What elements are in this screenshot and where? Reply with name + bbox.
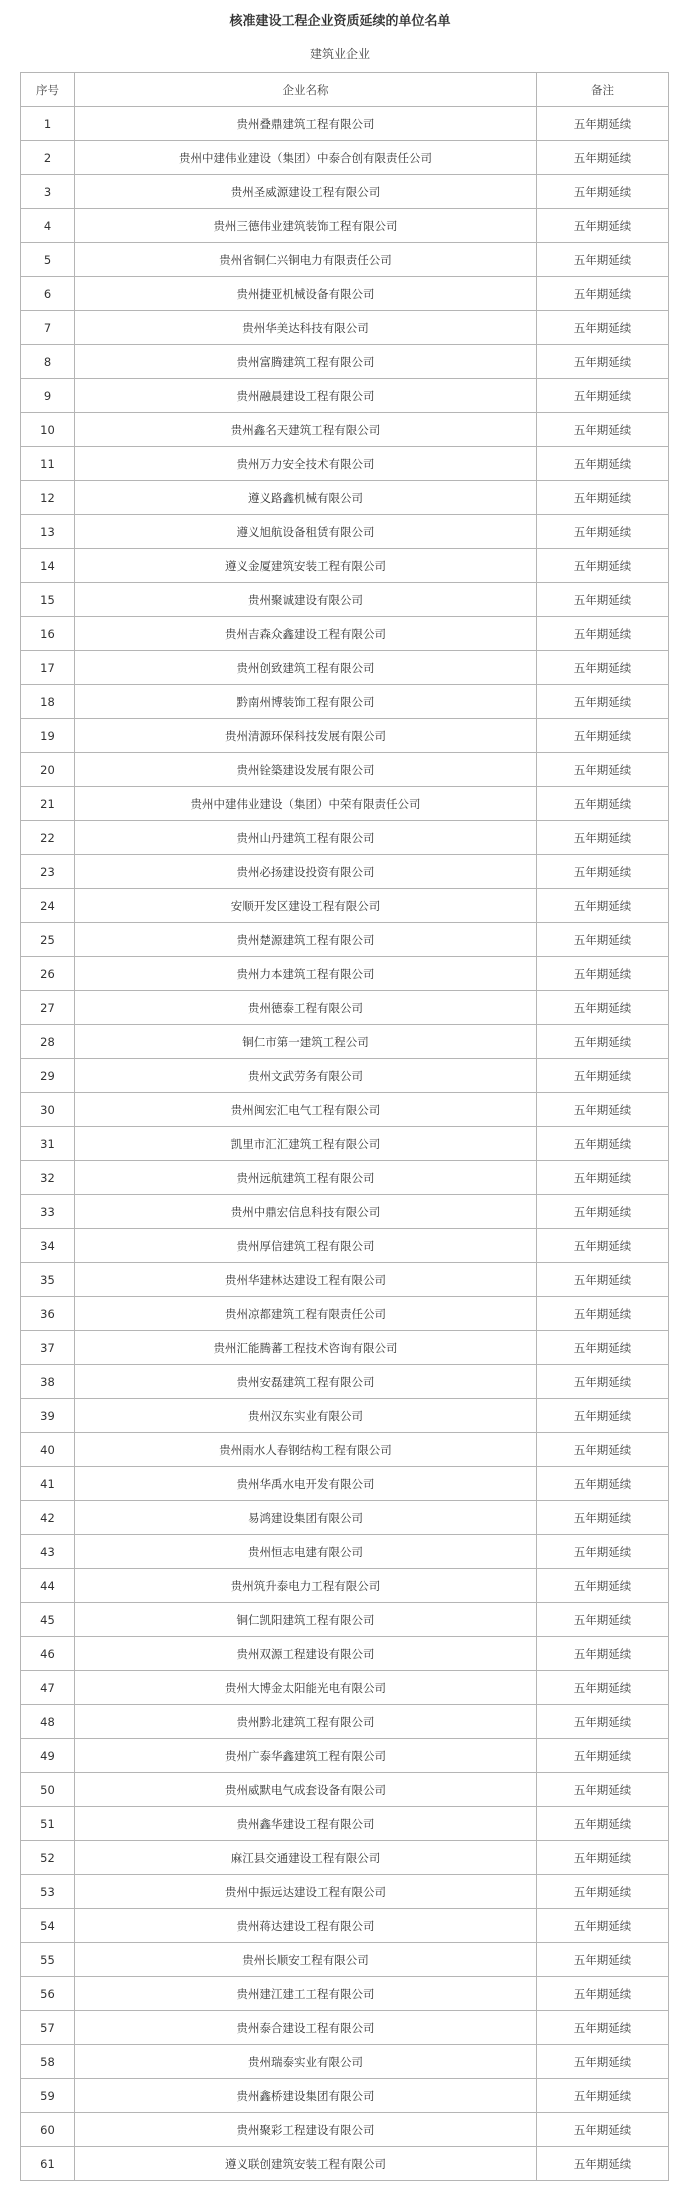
table-row (21, 1127, 669, 1161)
remark: 五年期延续 (537, 277, 669, 311)
remark: 五年期延续 (537, 1501, 669, 1535)
table-row (21, 923, 669, 957)
remark: 五年期延续 (537, 243, 669, 277)
row-index: 6 (21, 277, 75, 311)
company-name: 贵州融晨建设工程有限公司 (75, 379, 537, 413)
company-name: 贵州清源环保科技发展有限公司 (75, 719, 537, 753)
company-name: 贵州筑升泰电力工程有限公司 (75, 1569, 537, 1603)
row-index: 3 (21, 175, 75, 209)
table-row (21, 2113, 669, 2147)
company-name: 黔南州博装饰工程有限公司 (75, 685, 537, 719)
table-row (21, 957, 669, 991)
company-name: 贵州富腾建筑工程有限公司 (75, 345, 537, 379)
remark: 五年期延续 (537, 141, 669, 175)
row-index: 42 (21, 1501, 75, 1535)
row-index: 34 (21, 1229, 75, 1263)
remark: 五年期延续 (537, 209, 669, 243)
company-name: 贵州圣威源建设工程有限公司 (75, 175, 537, 209)
table-row (21, 107, 669, 141)
company-name: 贵州威默电气成套设备有限公司 (75, 1773, 537, 1807)
company-name: 贵州鑫华建设工程有限公司 (75, 1807, 537, 1841)
row-index: 29 (21, 1059, 75, 1093)
table-row (21, 2045, 669, 2079)
company-name: 贵州远航建筑工程有限公司 (75, 1161, 537, 1195)
remark: 五年期延续 (537, 617, 669, 651)
header-company-name: 企业名称 (75, 73, 537, 107)
table-row (21, 1399, 669, 1433)
table-row (21, 719, 669, 753)
remark: 五年期延续 (537, 1535, 669, 1569)
table-row (21, 1943, 669, 1977)
remark: 五年期延续 (537, 1467, 669, 1501)
row-index: 60 (21, 2113, 75, 2147)
row-index: 47 (21, 1671, 75, 1705)
company-name: 贵州蒋达建设工程有限公司 (75, 1909, 537, 1943)
remark: 五年期延续 (537, 2079, 669, 2113)
table-row (21, 991, 669, 1025)
table-row (21, 889, 669, 923)
company-name: 凯里市汇汇建筑工程有限公司 (75, 1127, 537, 1161)
table-row (21, 1297, 669, 1331)
table-row (21, 1603, 669, 1637)
company-name: 贵州汇能腾蕃工程技术咨询有限公司 (75, 1331, 537, 1365)
row-index: 54 (21, 1909, 75, 1943)
remark: 五年期延续 (537, 1739, 669, 1773)
row-index: 10 (21, 413, 75, 447)
remark: 五年期延续 (537, 685, 669, 719)
company-name: 遵义路鑫机械有限公司 (75, 481, 537, 515)
company-name: 贵州恒志电建有限公司 (75, 1535, 537, 1569)
row-index: 25 (21, 923, 75, 957)
remark: 五年期延续 (537, 515, 669, 549)
company-name: 贵州长顺安工程有限公司 (75, 1943, 537, 1977)
row-index: 22 (21, 821, 75, 855)
table-row (21, 617, 669, 651)
table-row (21, 1671, 669, 1705)
remark: 五年期延续 (537, 1977, 669, 2011)
remark: 五年期延续 (537, 1603, 669, 1637)
section-subtitle: 建筑业企业 (309, 47, 370, 61)
company-name: 贵州力本建筑工程有限公司 (75, 957, 537, 991)
remark: 五年期延续 (537, 311, 669, 345)
row-index: 45 (21, 1603, 75, 1637)
company-name: 贵州文武劳务有限公司 (75, 1059, 537, 1093)
table-row (21, 1909, 669, 1943)
row-index: 52 (21, 1841, 75, 1875)
table-row (21, 753, 669, 787)
remark: 五年期延续 (537, 2147, 669, 2181)
row-index: 43 (21, 1535, 75, 1569)
remark: 五年期延续 (537, 1399, 669, 1433)
row-index: 46 (21, 1637, 75, 1671)
company-name: 安顺开发区建设工程有限公司 (75, 889, 537, 923)
row-index: 18 (21, 685, 75, 719)
company-name: 贵州吉森众鑫建设工程有限公司 (75, 617, 537, 651)
table-row (21, 345, 669, 379)
company-name: 贵州厚信建筑工程有限公司 (75, 1229, 537, 1263)
row-index: 56 (21, 1977, 75, 2011)
remark: 五年期延续 (537, 1093, 669, 1127)
row-index: 28 (21, 1025, 75, 1059)
table-row (21, 2079, 669, 2113)
table-header (21, 73, 669, 107)
remark: 五年期延续 (537, 957, 669, 991)
company-name: 贵州华美达科技有限公司 (75, 311, 537, 345)
remark: 五年期延续 (537, 1229, 669, 1263)
remark: 五年期延续 (537, 1671, 669, 1705)
company-name: 贵州华禹水电开发有限公司 (75, 1467, 537, 1501)
table-row (21, 1977, 669, 2011)
table-row (21, 1365, 669, 1399)
remark: 五年期延续 (537, 447, 669, 481)
company-name: 贵州万力安全技术有限公司 (75, 447, 537, 481)
company-name: 遵义联创建筑安装工程有限公司 (75, 2147, 537, 2181)
remark: 五年期延续 (537, 379, 669, 413)
remark: 五年期延续 (537, 549, 669, 583)
table-row (21, 209, 669, 243)
table-row (21, 175, 669, 209)
table-row (21, 1773, 669, 1807)
company-name: 贵州鑫桥建设集团有限公司 (75, 2079, 537, 2113)
table-row (21, 481, 669, 515)
row-index: 53 (21, 1875, 75, 1909)
row-index: 36 (21, 1297, 75, 1331)
table-row (21, 1807, 669, 1841)
company-name: 贵州大博金太阳能光电有限公司 (75, 1671, 537, 1705)
table-body (21, 107, 669, 2181)
company-name: 遵义旭航设备租赁有限公司 (75, 515, 537, 549)
remark: 五年期延续 (537, 1705, 669, 1739)
company-name: 贵州安磊建筑工程有限公司 (75, 1365, 537, 1399)
row-index: 13 (21, 515, 75, 549)
table-row (21, 379, 669, 413)
company-name: 贵州叠鼎建筑工程有限公司 (75, 107, 537, 141)
table-row (21, 1263, 669, 1297)
row-index: 16 (21, 617, 75, 651)
row-index: 17 (21, 651, 75, 685)
remark: 五年期延续 (537, 1875, 669, 1909)
remark: 五年期延续 (537, 1841, 669, 1875)
row-index: 57 (21, 2011, 75, 2045)
company-name: 贵州中鼎宏信息科技有限公司 (75, 1195, 537, 1229)
remark: 五年期延续 (537, 1943, 669, 1977)
company-name: 贵州山丹建筑工程有限公司 (75, 821, 537, 855)
remark: 五年期延续 (537, 651, 669, 685)
company-name: 贵州必扬建设投资有限公司 (75, 855, 537, 889)
remark: 五年期延续 (537, 991, 669, 1025)
row-index: 61 (21, 2147, 75, 2181)
company-name: 贵州楚源建筑工程有限公司 (75, 923, 537, 957)
remark: 五年期延续 (537, 719, 669, 753)
row-index: 5 (21, 243, 75, 277)
remark: 五年期延续 (537, 1195, 669, 1229)
company-name: 贵州中振远达建设工程有限公司 (75, 1875, 537, 1909)
row-index: 27 (21, 991, 75, 1025)
row-index: 8 (21, 345, 75, 379)
row-index: 11 (21, 447, 75, 481)
row-index: 51 (21, 1807, 75, 1841)
remark: 五年期延续 (537, 1569, 669, 1603)
company-name: 贵州瑞泰实业有限公司 (75, 2045, 537, 2079)
company-name: 贵州捷亚机械设备有限公司 (75, 277, 537, 311)
remark: 五年期延续 (537, 583, 669, 617)
row-index: 30 (21, 1093, 75, 1127)
row-index: 2 (21, 141, 75, 175)
company-name: 贵州三德伟业建筑装饰工程有限公司 (75, 209, 537, 243)
row-index: 58 (21, 2045, 75, 2079)
remark: 五年期延续 (537, 2113, 669, 2147)
table-row (21, 243, 669, 277)
table-row (21, 515, 669, 549)
row-index: 26 (21, 957, 75, 991)
row-index: 40 (21, 1433, 75, 1467)
table-row (21, 1705, 669, 1739)
table-row (21, 821, 669, 855)
company-name: 贵州双源工程建设有限公司 (75, 1637, 537, 1671)
remark: 五年期延续 (537, 1025, 669, 1059)
table-row (21, 1331, 669, 1365)
remark: 五年期延续 (537, 889, 669, 923)
row-index: 41 (21, 1467, 75, 1501)
remark: 五年期延续 (537, 481, 669, 515)
company-table (20, 72, 669, 2181)
company-name: 贵州汉东实业有限公司 (75, 1399, 537, 1433)
remark: 五年期延续 (537, 1637, 669, 1671)
remark: 五年期延续 (537, 2011, 669, 2045)
company-name: 易鸿建设集团有限公司 (75, 1501, 537, 1535)
row-index: 32 (21, 1161, 75, 1195)
table-row (21, 1093, 669, 1127)
header-index: 序号 (21, 73, 75, 107)
company-name: 贵州泰合建设工程有限公司 (75, 2011, 537, 2045)
row-index: 24 (21, 889, 75, 923)
table-row (21, 1841, 669, 1875)
table-row (21, 141, 669, 175)
row-index: 37 (21, 1331, 75, 1365)
remark: 五年期延续 (537, 1331, 669, 1365)
table-row (21, 685, 669, 719)
row-index: 59 (21, 2079, 75, 2113)
row-index: 23 (21, 855, 75, 889)
row-index: 44 (21, 1569, 75, 1603)
table-row (21, 413, 669, 447)
table-row (21, 311, 669, 345)
row-index: 1 (21, 107, 75, 141)
table-row (21, 1535, 669, 1569)
row-index: 35 (21, 1263, 75, 1297)
company-name: 贵州凉都建筑工程有限责任公司 (75, 1297, 537, 1331)
table-row (21, 651, 669, 685)
company-name: 贵州雨水人春钢结构工程有限公司 (75, 1433, 537, 1467)
remark: 五年期延续 (537, 1127, 669, 1161)
company-name: 贵州中建伟业建设（集团）中泰合创有限责任公司 (75, 141, 537, 175)
remark: 五年期延续 (537, 345, 669, 379)
company-name: 贵州创致建筑工程有限公司 (75, 651, 537, 685)
remark: 五年期延续 (537, 413, 669, 447)
table-row (21, 1739, 669, 1773)
document-title: 核准建设工程企业资质延续的单位名单 (229, 14, 451, 29)
table-row (21, 2147, 669, 2181)
remark: 五年期延续 (537, 1909, 669, 1943)
remark: 五年期延续 (537, 821, 669, 855)
row-index: 55 (21, 1943, 75, 1977)
company-name: 贵州建江建工工程有限公司 (75, 1977, 537, 2011)
table-row (21, 1569, 669, 1603)
table-row (21, 1637, 669, 1671)
row-index: 19 (21, 719, 75, 753)
company-name: 贵州华建林达建设工程有限公司 (75, 1263, 537, 1297)
remark: 五年期延续 (537, 1773, 669, 1807)
remark: 五年期延续 (537, 753, 669, 787)
row-index: 4 (21, 209, 75, 243)
table-row (21, 2011, 669, 2045)
row-index: 50 (21, 1773, 75, 1807)
company-name: 贵州聚诚建设有限公司 (75, 583, 537, 617)
row-index: 33 (21, 1195, 75, 1229)
remark: 五年期延续 (537, 1297, 669, 1331)
table-row (21, 1467, 669, 1501)
table-row (21, 787, 669, 821)
remark: 五年期延续 (537, 923, 669, 957)
row-index: 31 (21, 1127, 75, 1161)
remark: 五年期延续 (537, 855, 669, 889)
table-row (21, 1025, 669, 1059)
row-index: 21 (21, 787, 75, 821)
header-remark: 备注 (537, 73, 669, 107)
remark: 五年期延续 (537, 787, 669, 821)
remark: 五年期延续 (537, 1263, 669, 1297)
row-index: 14 (21, 549, 75, 583)
table-row (21, 1501, 669, 1535)
company-name: 遵义金厦建筑安装工程有限公司 (75, 549, 537, 583)
table-row (21, 1195, 669, 1229)
row-index: 49 (21, 1739, 75, 1773)
remark: 五年期延续 (537, 1807, 669, 1841)
company-name: 贵州德泰工程有限公司 (75, 991, 537, 1025)
company-name: 铜仁凯阳建筑工程有限公司 (75, 1603, 537, 1637)
remark: 五年期延续 (537, 1161, 669, 1195)
row-index: 20 (21, 753, 75, 787)
table-row (21, 1161, 669, 1195)
company-name: 贵州广泰华鑫建筑工程有限公司 (75, 1739, 537, 1773)
row-index: 38 (21, 1365, 75, 1399)
company-name: 贵州黔北建筑工程有限公司 (75, 1705, 537, 1739)
company-name: 贵州鑫名天建筑工程有限公司 (75, 413, 537, 447)
company-name: 麻江县交通建设工程有限公司 (75, 1841, 537, 1875)
remark: 五年期延续 (537, 1059, 669, 1093)
company-name: 贵州中建伟业建设（集团）中荣有限责任公司 (75, 787, 537, 821)
table-row (21, 1229, 669, 1263)
table-row (21, 583, 669, 617)
remark: 五年期延续 (537, 1433, 669, 1467)
row-index: 15 (21, 583, 75, 617)
remark: 五年期延续 (537, 175, 669, 209)
row-index: 39 (21, 1399, 75, 1433)
table-row (21, 855, 669, 889)
table-row (21, 1059, 669, 1093)
table-header-row (21, 73, 669, 107)
row-index: 7 (21, 311, 75, 345)
table-row (21, 1433, 669, 1467)
table-row (21, 277, 669, 311)
company-name: 贵州聚彩工程建设有限公司 (75, 2113, 537, 2147)
company-name: 贵州闽宏汇电气工程有限公司 (75, 1093, 537, 1127)
company-name: 贵州省铜仁兴铜电力有限责任公司 (75, 243, 537, 277)
company-name: 铜仁市第一建筑工程公司 (75, 1025, 537, 1059)
table-row (21, 549, 669, 583)
table-row (21, 1875, 669, 1909)
table-row (21, 447, 669, 481)
company-name: 贵州铨築建设发展有限公司 (75, 753, 537, 787)
row-index: 9 (21, 379, 75, 413)
remark: 五年期延续 (537, 2045, 669, 2079)
remark: 五年期延续 (537, 1365, 669, 1399)
row-index: 12 (21, 481, 75, 515)
remark: 五年期延续 (537, 107, 669, 141)
row-index: 48 (21, 1705, 75, 1739)
